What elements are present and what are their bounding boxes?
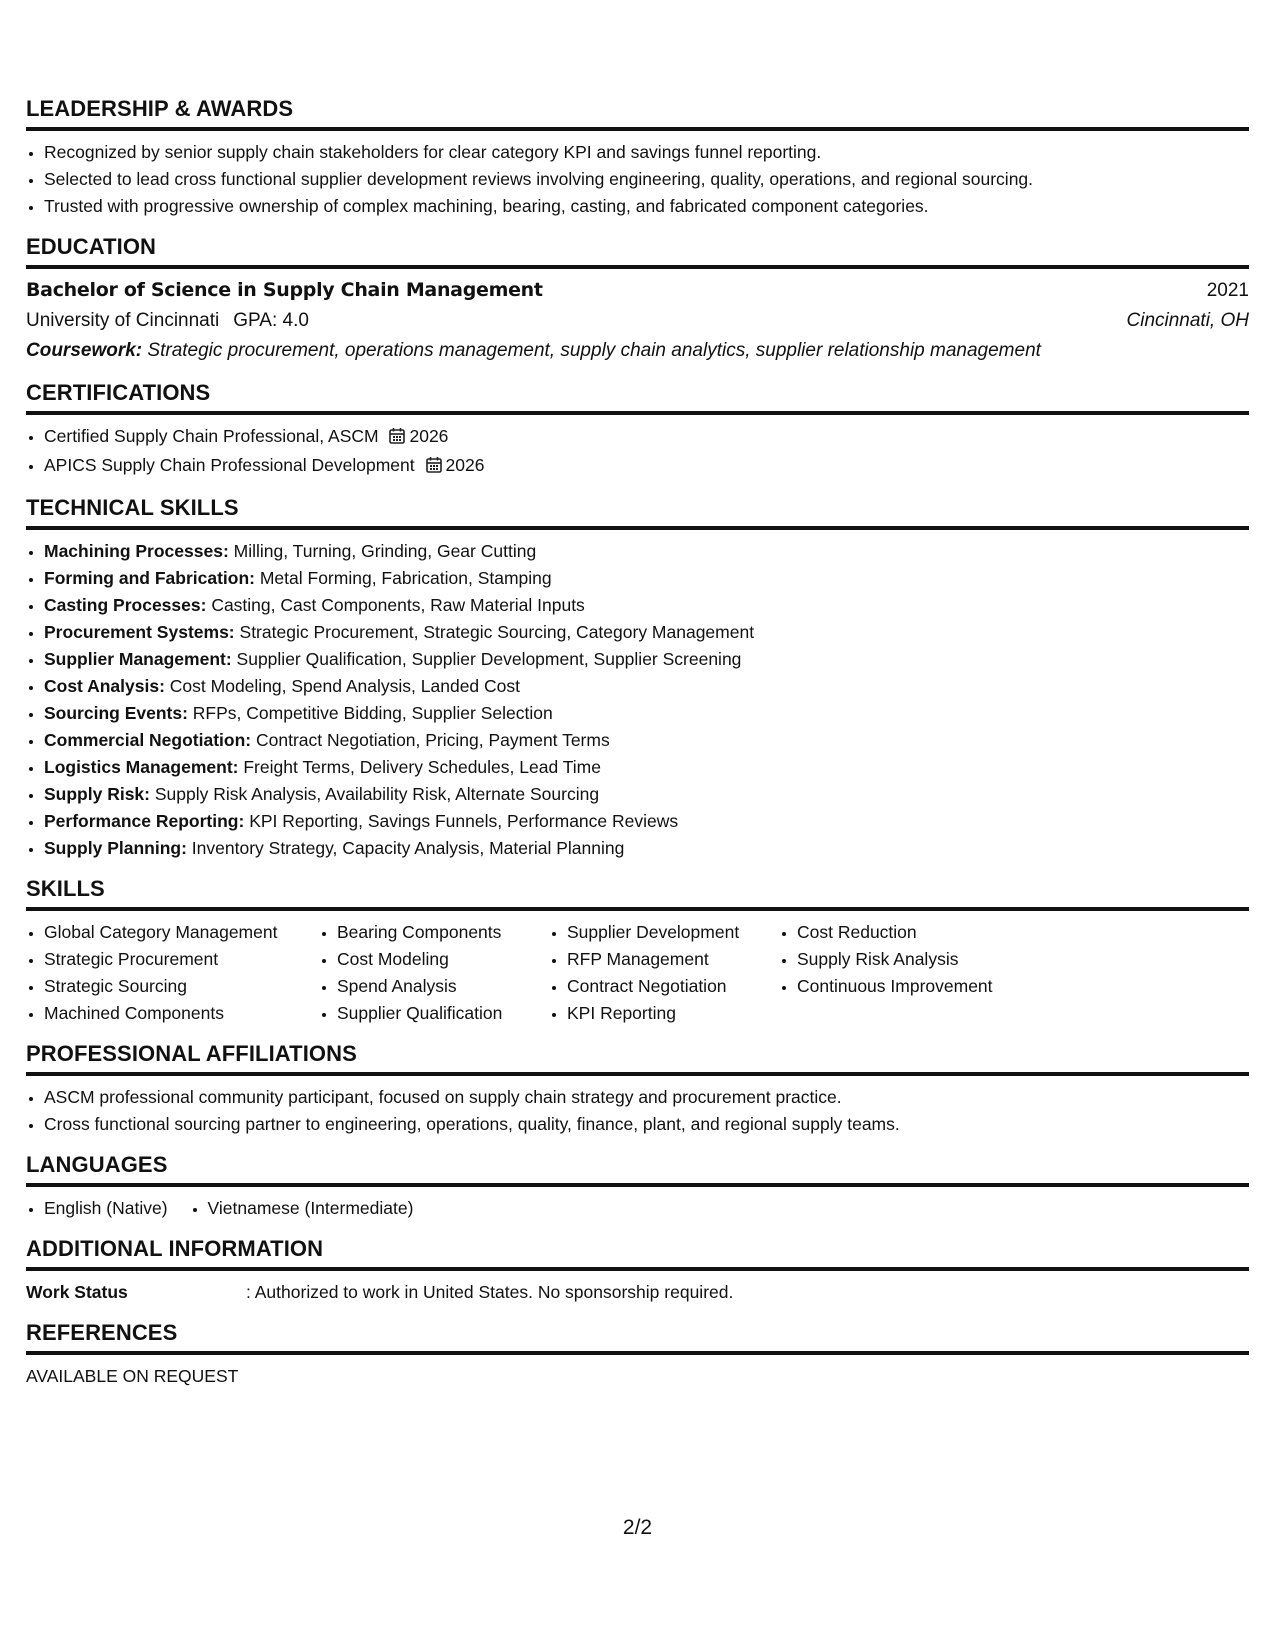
skill-value: Inventory Strategy, Capacity Analysis, Material Planning	[191, 838, 625, 858]
list-item	[44, 592, 1249, 619]
list-item	[44, 673, 1249, 700]
technical-skills-list	[26, 538, 1249, 862]
coursework	[26, 336, 1249, 366]
list-item	[44, 423, 1249, 452]
page-number: 2/2	[622, 1516, 653, 1539]
affiliations-section	[26, 1041, 1249, 1138]
skill-value: Metal Forming, Fabrication, Stamping	[259, 568, 552, 588]
certification-name: Certified Supply Chain Professional, ASCM	[44, 426, 379, 446]
leadership-list	[26, 139, 1249, 220]
references-section	[26, 1320, 1249, 1390]
technical-skills-section	[26, 495, 1249, 862]
list-item: • RFP Management	[567, 946, 779, 973]
languages-section	[26, 1152, 1249, 1222]
skill-value: Cost Modeling, Spend Analysis, Landed Cost	[169, 676, 521, 696]
list-item	[44, 565, 1249, 592]
leadership-section	[26, 96, 1249, 220]
references-text: AVAILABLE ON REQUEST	[26, 1366, 239, 1386]
list-item: • Supplier Qualification	[337, 1000, 549, 1027]
skills-column	[319, 919, 549, 1027]
affiliations-list	[26, 1084, 1249, 1138]
certification-year: 2026	[409, 426, 449, 446]
list-item: • Strategic Procurement	[44, 946, 319, 973]
list-item: • Supplier Development	[567, 919, 779, 946]
skill-value: Freight Terms, Delivery Schedules, Lead Time	[243, 757, 601, 777]
list-item	[44, 452, 1249, 481]
skill-value: Casting, Cast Components, Raw Material Inputs	[211, 595, 585, 615]
list-item	[44, 538, 1249, 565]
skills-column	[779, 919, 1077, 1027]
school-name: University of Cincinnati	[26, 310, 220, 331]
list-item	[44, 835, 1249, 862]
coursework-text: Strategic procurement, operations management, supply chain analytics, supplier relationship management	[147, 340, 1041, 361]
list-item: • Contract Negotiation	[567, 973, 779, 1000]
section-title-references: REFERENCES	[26, 1320, 1249, 1355]
skill-label: Casting Processes:	[44, 595, 207, 615]
certification-year: 2026	[445, 455, 485, 475]
skill-label: Sourcing Events:	[44, 703, 188, 723]
degree-title: Bachelor of Science in Supply Chain Management	[26, 279, 543, 301]
list-item: • English (Native)	[44, 1195, 168, 1222]
section-title-leadership: LEADERSHIP & AWARDS	[26, 96, 1249, 131]
resume-page	[26, 96, 1249, 1404]
additional-info-section	[26, 1236, 1249, 1306]
certifications-list	[26, 423, 1249, 481]
certification-name: APICS Supply Chain Professional Development	[44, 455, 415, 475]
skill-label: Supply Planning:	[44, 838, 187, 858]
skill-label: Logistics Management:	[44, 757, 239, 777]
skill-value: Strategic Procurement, Strategic Sourcing, Category Management	[239, 622, 755, 642]
list-item: • KPI Reporting	[567, 1000, 779, 1027]
list-item	[44, 700, 1249, 727]
section-title-certifications: CERTIFICATIONS	[26, 380, 1249, 415]
school-location: Cincinnati, OH	[1126, 310, 1249, 331]
section-title-languages: LANGUAGES	[26, 1152, 1249, 1187]
list-item: • Selected to lead cross functional supplier development reviews involving engineering, quality, operations, and regional sourcing.	[44, 166, 1249, 193]
languages-list	[26, 1195, 1249, 1222]
work-status-value: : Authorized to work in United States. No sponsorship required.	[246, 1282, 734, 1302]
list-item	[44, 619, 1249, 646]
education-section	[26, 234, 1249, 366]
list-item: • Cross functional sourcing partner to engineering, operations, quality, finance, plant, and regional supply teams.	[44, 1111, 1249, 1138]
skill-value: Milling, Turning, Grinding, Gear Cutting	[233, 541, 537, 561]
certifications-section	[26, 380, 1249, 481]
list-item	[44, 727, 1249, 754]
list-item: • Vietnamese (Intermediate)	[208, 1195, 414, 1222]
skill-value: Contract Negotiation, Pricing, Payment Terms	[256, 730, 610, 750]
list-item	[44, 781, 1249, 808]
skill-label: Procurement Systems:	[44, 622, 235, 642]
work-status-label: Work Status	[26, 1282, 128, 1302]
work-status-row	[26, 1279, 1249, 1306]
section-title-skills: SKILLS	[26, 876, 1249, 911]
list-item	[44, 808, 1249, 835]
section-title-technical-skills: TECHNICAL SKILLS	[26, 495, 1249, 530]
list-item	[44, 646, 1249, 673]
list-item	[44, 754, 1249, 781]
section-title-affiliations: PROFESSIONAL AFFILIATIONS	[26, 1041, 1249, 1076]
skill-value: RFPs, Competitive Bidding, Supplier Selection	[192, 703, 553, 723]
gpa: GPA: 4.0	[233, 310, 309, 331]
list-item: • Trusted with progressive ownership of complex machining, bearing, casting, and fabricated component categories.	[44, 193, 1249, 220]
skill-value: Supplier Qualification, Supplier Development, Supplier Screening	[236, 649, 742, 669]
skill-label: Supply Risk:	[44, 784, 150, 804]
skills-section	[26, 876, 1249, 1027]
list-item: • Supply Risk Analysis	[797, 946, 1077, 973]
skill-label: Machining Processes:	[44, 541, 229, 561]
section-title-additional-info: ADDITIONAL INFORMATION	[26, 1236, 1249, 1271]
list-item: • Global Category Management	[44, 919, 319, 946]
list-item: • Spend Analysis	[337, 973, 549, 1000]
list-item: • Machined Components	[44, 1000, 319, 1027]
graduation-year: 2021	[1206, 280, 1249, 301]
list-item: • Recognized by senior supply chain stakeholders for clear category KPI and savings funnel reporting.	[44, 139, 1249, 166]
skill-label: Commercial Negotiation:	[44, 730, 252, 750]
list-item: • Bearing Components	[337, 919, 549, 946]
skill-label: Supplier Management:	[44, 649, 232, 669]
list-item: • ASCM professional community participant, focused on supply chain strategy and procurement practice.	[44, 1084, 1249, 1111]
skills-column	[26, 919, 319, 1027]
skill-label: Cost Analysis:	[44, 676, 165, 696]
skill-label: Performance Reporting:	[44, 811, 245, 831]
skill-value: KPI Reporting, Savings Funnels, Performance Reviews	[249, 811, 679, 831]
skill-value: Supply Risk Analysis, Availability Risk, Alternate Sourcing	[154, 784, 600, 804]
section-title-education: EDUCATION	[26, 234, 1249, 269]
skills-column	[549, 919, 779, 1027]
skills-grid	[26, 919, 1249, 1027]
list-item: • Cost Modeling	[337, 946, 549, 973]
calendar-icon	[426, 454, 442, 481]
list-item: • Cost Reduction	[797, 919, 1077, 946]
skill-label: Forming and Fabrication:	[44, 568, 255, 588]
calendar-icon	[389, 425, 405, 452]
list-item: • Continuous Improvement	[797, 973, 1077, 1000]
list-item: • Strategic Sourcing	[44, 973, 319, 1000]
coursework-label: Coursework:	[26, 340, 143, 361]
